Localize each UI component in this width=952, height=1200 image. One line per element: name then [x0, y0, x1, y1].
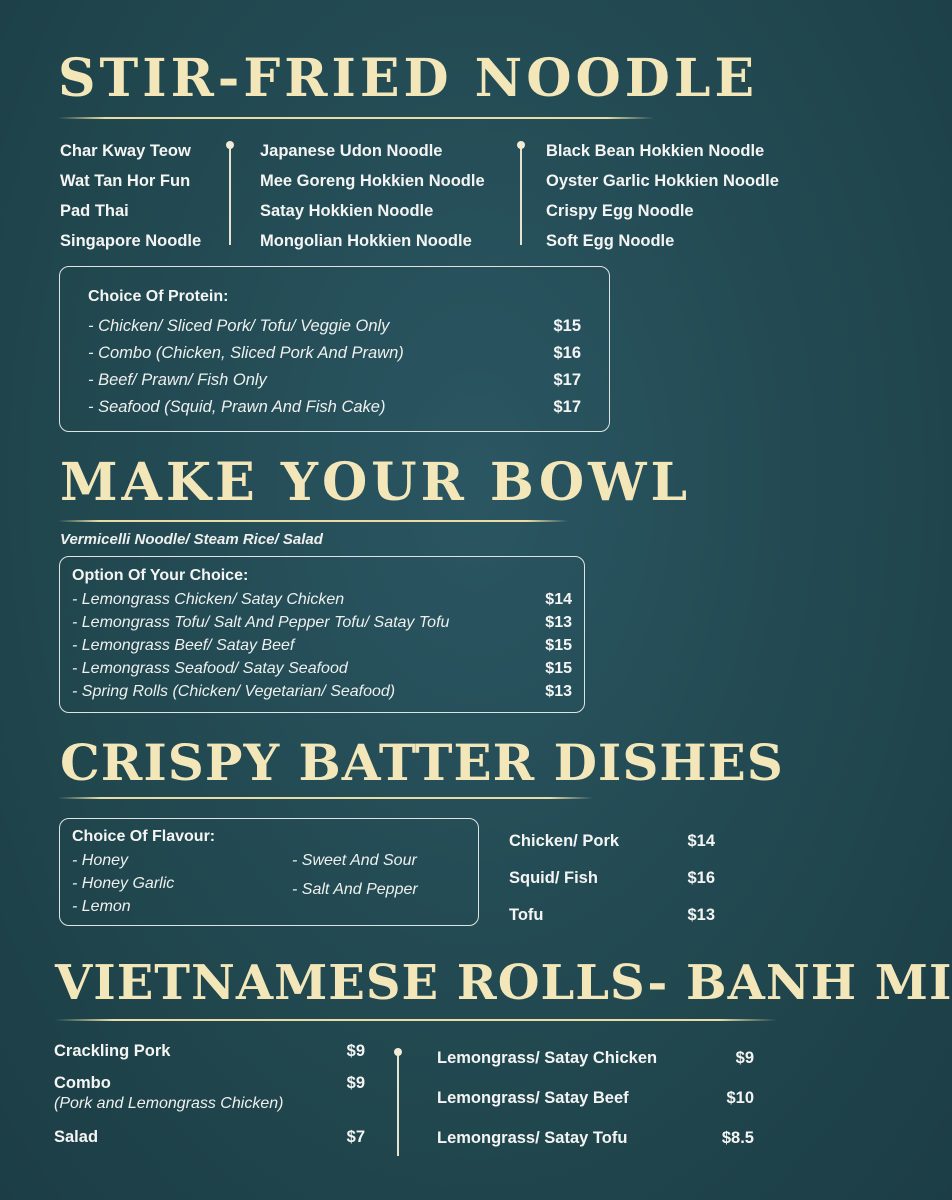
option-label: - Beef/ Prawn/ Fish Only [88, 371, 267, 389]
item-label: Crackling Pork [54, 1042, 171, 1060]
menu-row [54, 1126, 365, 1148]
menu-item: Japanese Udon Noodle [260, 142, 443, 160]
menu-row [437, 1038, 754, 1078]
menu-row [509, 897, 715, 934]
option-row [88, 394, 581, 421]
noodle-column-3 [546, 136, 779, 256]
menu-item: Singapore Noodle [60, 232, 202, 250]
menu-item: Wat Tan Hor Fun [60, 172, 191, 190]
noodle-column-1 [60, 136, 201, 256]
item-label: Lemongrass/ Satay Beef [437, 1089, 629, 1107]
item-label: Chicken/ Pork [509, 832, 620, 850]
option-label: - Lemongrass Tofu/ Salt And Pepper Tofu/ Satay Tofu [72, 614, 450, 631]
option-row [72, 680, 572, 703]
item-price: $16 [687, 869, 715, 887]
title-underline [58, 797, 593, 799]
option-price: $15 [553, 317, 581, 335]
option-price: $15 [545, 660, 572, 677]
item-price: $10 [726, 1089, 754, 1107]
title-underline [58, 117, 654, 119]
option-label: - Lemongrass Beef/ Satay Beef [72, 637, 295, 654]
item-label: Tofu [509, 906, 544, 924]
option-label: - Lemongrass Chicken/ Satay Chicken [72, 591, 345, 608]
menu-row [509, 823, 715, 860]
column-divider [397, 1052, 399, 1156]
item-label: Combo [54, 1074, 111, 1092]
section-title-crispy: CRISPY BATTER DISHES [60, 733, 784, 792]
flavour-item: - Salt And Pepper [292, 881, 418, 898]
flavour-item: - Lemon [72, 898, 131, 915]
item-price: $9 [346, 1042, 365, 1060]
option-label: - Lemongrass Seafood/ Satay Seafood [72, 660, 348, 677]
flavour-item: - Honey [72, 852, 129, 869]
option-row [88, 313, 581, 340]
bowl-option-box [59, 556, 585, 713]
item-note: (Pork and Lemongrass Chicken) [54, 1095, 284, 1112]
option-row [72, 611, 572, 634]
menu-row [509, 860, 715, 897]
menu-item: Crispy Egg Noodle [546, 202, 694, 220]
option-label: - Spring Rolls (Chicken/ Vegetarian/ Seafood) [72, 683, 396, 700]
option-label: - Combo (Chicken, Sliced Pork And Prawn) [88, 344, 404, 362]
protein-choice-box [59, 266, 610, 432]
menu-row [437, 1078, 754, 1118]
menu-item: Mongolian Hokkien Noodle [260, 232, 472, 250]
item-label: Lemongrass/ Satay Tofu [437, 1129, 628, 1147]
crispy-price-list [509, 823, 715, 934]
box-heading: Choice Of Protein: [88, 288, 229, 305]
item-label: Salad [54, 1128, 99, 1146]
option-price: $17 [553, 371, 581, 389]
flavour-list-right [292, 846, 418, 904]
option-price: $15 [545, 637, 572, 654]
menu-item: Satay Hokkien Noodle [260, 202, 434, 220]
menu-item: Char Kway Teow [60, 142, 191, 160]
item-price: $9 [735, 1049, 754, 1067]
box-heading: Choice Of Flavour: [72, 828, 216, 845]
menu-row [437, 1118, 754, 1158]
item-price: $13 [687, 906, 715, 924]
flavour-list-left [72, 849, 174, 918]
item-price: $14 [687, 832, 715, 850]
menu-item: Pad Thai [60, 202, 129, 220]
menu-row [54, 1072, 365, 1094]
title-underline [55, 1019, 777, 1021]
banhmi-list-right [437, 1038, 754, 1158]
banhmi-list-left [54, 1040, 365, 1148]
menu-item: Black Bean Hokkien Noodle [546, 142, 765, 160]
option-price: $14 [545, 591, 572, 608]
item-price: $7 [346, 1128, 365, 1146]
option-row [72, 634, 572, 657]
item-label: Lemongrass/ Satay Chicken [437, 1049, 658, 1067]
flavour-item: - Honey Garlic [72, 875, 175, 892]
option-price: $13 [545, 614, 572, 631]
menu-item: Mee Goreng Hokkien Noodle [260, 172, 485, 190]
section-title-noodle: STIR-FRIED NOODLE [58, 48, 759, 109]
option-row [88, 340, 581, 367]
menu-item: Soft Egg Noodle [546, 232, 675, 250]
menu-item: Oyster Garlic Hokkien Noodle [546, 172, 779, 190]
flavour-choice-box [59, 818, 479, 926]
option-label: - Chicken/ Sliced Pork/ Tofu/ Veggie Only [88, 317, 390, 335]
item-label: Squid/ Fish [509, 869, 598, 887]
option-label: - Seafood (Squid, Prawn And Fish Cake) [88, 398, 386, 416]
column-divider [229, 145, 231, 245]
option-price: $13 [545, 683, 572, 700]
option-price: $16 [553, 344, 581, 362]
option-price: $17 [553, 398, 581, 416]
column-divider [520, 145, 522, 245]
box-heading: Option Of Your Choice: [72, 567, 249, 584]
option-row [72, 657, 572, 680]
title-underline [58, 520, 568, 522]
section-title-bowl: MAKE YOUR BOWL [60, 452, 692, 513]
menu-row [54, 1040, 365, 1072]
option-row [72, 588, 572, 611]
bowl-base-options: Vermicelli Noodle/ Steam Rice/ Salad [60, 531, 323, 548]
item-price: $9 [346, 1074, 365, 1092]
flavour-item: - Sweet And Sour [292, 852, 417, 869]
item-price: $8.5 [721, 1129, 754, 1147]
noodle-column-2 [260, 136, 485, 256]
section-title-banhmi: VIETNAMESE ROLLS- BANH MI [55, 955, 952, 1011]
option-row [88, 367, 581, 394]
